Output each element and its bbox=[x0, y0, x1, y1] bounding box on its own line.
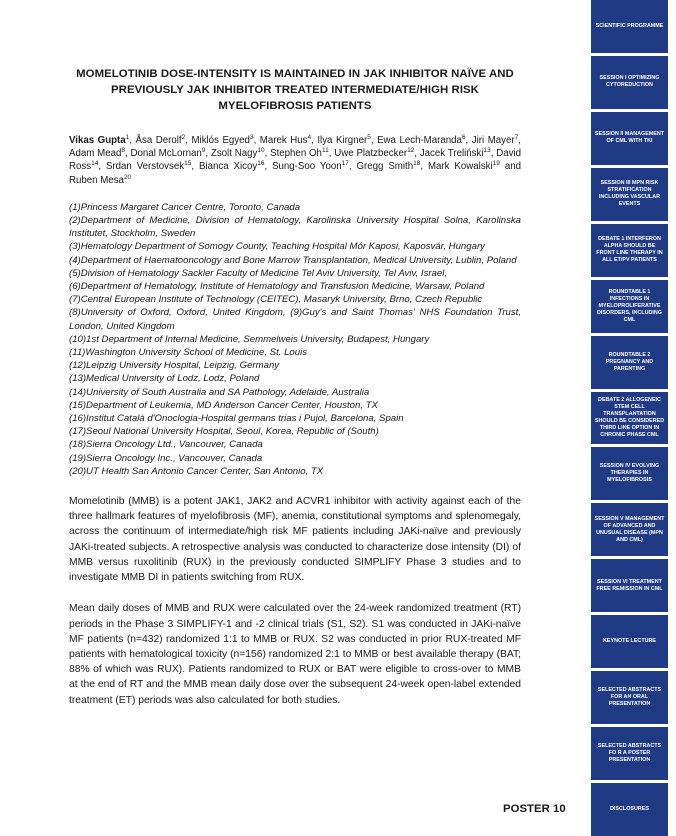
abstract-document bbox=[69, 66, 521, 708]
abstract-body bbox=[69, 494, 521, 708]
nav-item-session-iii-mpn[interactable]: SESSION III MPN RISK STRATIFICATION INCLUDING VASCULAR EVENTS bbox=[591, 168, 668, 221]
section-navigation-sidebar bbox=[589, 0, 676, 836]
affiliation-line: (4)Department of Haematooncology and Bone Marrow Transplantation, Medical University, Lublin, Poland bbox=[69, 254, 517, 266]
affiliation-line: (13)Medical University of Lodz, Lodz, Poland bbox=[69, 373, 260, 385]
nav-item-session-iv-evolving[interactable]: SESSION IV EVOLVING THERAPIES IN MYELOFIBROSIS bbox=[591, 447, 668, 500]
author-name: Marek Hus bbox=[259, 135, 308, 146]
affiliation-line: (2)Department of Medicine, Division of Hematology, Karolinska University Hospital Solna, Karolinska Institutet, Stockholm, Sweden bbox=[69, 215, 521, 240]
author-name: Åsa Derolf bbox=[135, 135, 182, 146]
affiliation-line: (19)Sierra Oncology Inc., Vancouver, Canada bbox=[69, 452, 263, 464]
affiliation-marker: 3 bbox=[249, 133, 254, 141]
nav-item-debate-1-interferon[interactable]: DEBATE 1 INTERFERON ALPHA SHOULD BE FRONT LINE THERAPY IN ALL ET/PV PATIENTS bbox=[591, 224, 668, 277]
affiliation-marker: 2 bbox=[181, 133, 186, 141]
affiliation-marker: 15 bbox=[184, 160, 192, 168]
author-name: Donal McLornan bbox=[130, 148, 202, 160]
affiliation-marker: 14 bbox=[91, 160, 99, 168]
author-name: Adam Mead bbox=[69, 148, 122, 160]
author-name: Zsolt Nagy bbox=[210, 148, 258, 160]
author-name: Srdan Verstovsek bbox=[105, 161, 185, 173]
author-name: Jiri Mayer bbox=[471, 135, 515, 146]
affiliation-line: (3)Hematology Department of Somogy County, Teaching Hospital Mór Kaposi, Kaposvár, Hungary bbox=[69, 241, 485, 253]
affiliation-marker: 17 bbox=[341, 160, 349, 168]
affiliation-marker: 4 bbox=[307, 133, 312, 141]
affiliation-marker: 7 bbox=[514, 133, 519, 141]
affiliation-line: (18)Sierra Oncology Ltd., Vancouver, Canada bbox=[69, 439, 263, 451]
nav-item-session-vi-treatment[interactable]: SESSION VI TREATMENT FREE REMISSION IN CML bbox=[591, 559, 668, 612]
nav-item-disclosures[interactable]: DISCLOSURES bbox=[591, 783, 668, 836]
nav-item-selected-abstracts-fo[interactable]: SELECTED ABSTRACTS FO R A POSTER PRESENTATION bbox=[591, 727, 668, 780]
nav-item-scientific-programme[interactable]: SCIENTIFIC PROGRAMME bbox=[591, 0, 668, 53]
affiliation-line: (17)Seoul National University Hospital, Seoul, Korea, Republic of (South) bbox=[69, 426, 379, 438]
author-name: Stephen Oh bbox=[270, 148, 322, 160]
affiliation-marker: 6 bbox=[461, 133, 466, 141]
affiliation-line: (10)1st Department of Internal Medicine, Semmelweis University, Budapest, Hungary bbox=[69, 333, 430, 345]
affiliation-list bbox=[69, 201, 521, 478]
affiliation-line: (7)Central European Institute of Technology (CEITEC), Masaryk University, Brno, Czech Republic bbox=[69, 294, 483, 306]
abstract-title: MOMELOTINIB DOSE-INTENSITY IS MAINTAINED IN JAK INHIBITOR NAÏVE AND PREVIOUSLY JAK INHIBITOR TREATED INTERMEDIATE/HIGH RISK MYELOFIBROSIS PATIENTS bbox=[76, 68, 514, 112]
author-name: Mark Kowalski bbox=[427, 161, 493, 173]
affiliation-line: (20)UT Health San Antonio Cancer Center, San Antonio, TX bbox=[69, 465, 324, 477]
author-name: Bianca Xicoy bbox=[198, 161, 258, 173]
author-name: Sung-Soo Yoon bbox=[272, 161, 342, 173]
nav-item-debate-2-allogeneic[interactable]: DEBATE 2 ALLOGENEIC STEM CELL TRANSPLANTATION SHOULD BE CONSIDERED THIRD LINE OPTION IN CHRONIC PHASE CML bbox=[591, 392, 668, 445]
affiliation-marker: 8 bbox=[121, 146, 125, 154]
affiliation-line: (5)Division of Hematology Sackler Faculty of Medicine Tel Aviv University, Tel Aviv, Israel, bbox=[69, 267, 448, 279]
affiliation-marker: 19 bbox=[492, 160, 500, 168]
author-name: Vikas Gupta bbox=[69, 135, 126, 146]
affiliation-line: (16)Institut Català d'Onoclogia-Hospital germans trias i Pujol, Barcelona, Spain bbox=[69, 413, 404, 425]
author-name: Ruben Mesa bbox=[69, 174, 124, 186]
affiliation-line: (11)Washington University School of Medicine, St. Louis bbox=[69, 347, 308, 359]
nav-item-selected-abstracts-for[interactable]: SELECTED ABSTRACTS FOR AN ORAL PRESENTATION bbox=[591, 671, 668, 724]
affiliation-marker: 12 bbox=[407, 146, 415, 154]
nav-item-session-ii-management[interactable]: SESSION II MANAGEMENT OF CML WITH TKI bbox=[591, 112, 668, 165]
nav-item-keynote-lecture[interactable]: KEYNOTE LECTURE bbox=[591, 615, 668, 668]
affiliation-marker: 13 bbox=[483, 146, 491, 154]
nav-item-roundtable-2-pregnancy[interactable]: ROUNDTABLE 2 PREGNANCY AND PARENTING bbox=[591, 336, 668, 389]
affiliation-line: (8)University of Oxford, Oxford, United Kingdom, (9)Guy's and Saint Thomas' NHS Foundation Trust, London, United Kingdom bbox=[69, 307, 521, 332]
author-name: Gregg Smith bbox=[356, 161, 414, 173]
author-name: David Ross bbox=[69, 148, 522, 173]
affiliation-line: (6)Department of Hematology, Institute of Hematology and Transfusion Medicine, Warsaw, Poland bbox=[69, 281, 485, 293]
affiliation-marker: 10 bbox=[257, 146, 265, 154]
affiliation-line: (12)Leipzig University Hospital, Leipzig, Germany bbox=[69, 360, 280, 372]
nav-item-session-i-optimizing[interactable]: SESSION I OPTIMIZING CYTOREDUCTION bbox=[591, 56, 668, 109]
affiliation-line: (15)Department of Leukemia, MD Anderson Cancer Center, Houston, TX bbox=[69, 399, 378, 411]
affiliation-marker: 11 bbox=[321, 146, 329, 154]
affiliation-marker: 18 bbox=[413, 160, 421, 168]
affiliation-line: (1)Princess Margaret Cancer Centre, Toronto, Canada bbox=[69, 201, 301, 213]
body-paragraph: Mean daily doses of MMB and RUX were calculated over the 24-week randomized treatment (RT) periods in the Phase 3 SIMPLIFY-1 and -2 clinical trials (S1, S2). S1 was conducted in JAKi-naïve MF patients (n=432) randomized 1:1 to MMB or RUX. S2 was conducted in prior RUX-treated MF patients with hematological toxicity (n=156) randomized 2:1 to MMB or best available therapy (BAT; 88% of which was RUX). Patients randomized to RUX or BAT were eligible to cross-over to MMB at the end of RT and the MMB mean daily dose over the subsequent 24-week open-label extended treatment (ET) periods was also calculated for both studies. bbox=[69, 603, 521, 706]
author-name: Ilya Kirgner bbox=[317, 135, 368, 146]
affiliation-marker: 1 bbox=[125, 133, 130, 141]
affiliation-marker: 20 bbox=[123, 173, 132, 181]
author-name: Uwe Platzbecker bbox=[334, 148, 408, 160]
nav-item-session-v-management[interactable]: SESSION V MANAGEMENT OF ADVANCED AND UNUSUAL DISEASE (MPN AND CML) bbox=[591, 503, 668, 556]
author-name: Miklós Egyed bbox=[191, 135, 250, 146]
author-name: Jacek Treliński bbox=[419, 148, 484, 160]
affiliation-marker: 16 bbox=[257, 160, 265, 168]
affiliation-marker: 5 bbox=[367, 133, 371, 141]
nav-item-roundtable-1-infections[interactable]: ROUNDTABLE 1 INFECTIONS IN MYELOPROLIFERATIVE DISORDERS, INCLUDING CML bbox=[591, 280, 668, 333]
affiliation-line: (14)University of South Australia and SA Pathology, Adelaide, Australia bbox=[69, 386, 370, 398]
affiliation-marker: 9 bbox=[201, 146, 206, 154]
author-list: Vikas Gupta$^1$, Åsa Derolf$^2$, Miklós Egyed$^3$, Marek Hus$^4$, Ilya Kirgner$^5$, Ewa Lech-Maranda$^6$, Jiri Mayer$^7$, Adam Mead$^8$, Donal McLornan$^9$, Zsolt Nagy$^{10}$, Stephen Oh$^{11}$, Uwe Platzbecker$^{12}$, Jacek Treliński$^{13}$, David Ross$^{14}$, Srdan Verstovsek$^{15}$, Bianca Xicoy$^{16}$, Sung-Soo Yoon$^{17}$, Gregg Smith$^{18}$, Mark Kowalski$^{19}$ and Ruben Mesa$^{20}$ bbox=[69, 133, 522, 186]
body-paragraph: Momelotinib (MMB) is a potent JAK1, JAK2 and ACVR1 inhibitor with activity against each of the three hallmark features of myelofibrosis (MF), anemia, constitutional symptoms and splenomegaly, across the continuum of intermediate/high risk MF patients including JAKi-naïve and previously JAKi-treated subjects. A retrospective analysis was conducted to characterize dose intensity (DI) of MMB versus ruxolitinib (RUX) in the previously conducted SIMPLIFY Phase 3 studies and to investigate MMB DI in patients switching from RUX. bbox=[69, 496, 521, 584]
poster-label: POSTER 10 bbox=[503, 803, 566, 815]
author-name: Ewa Lech-Maranda bbox=[377, 135, 462, 146]
